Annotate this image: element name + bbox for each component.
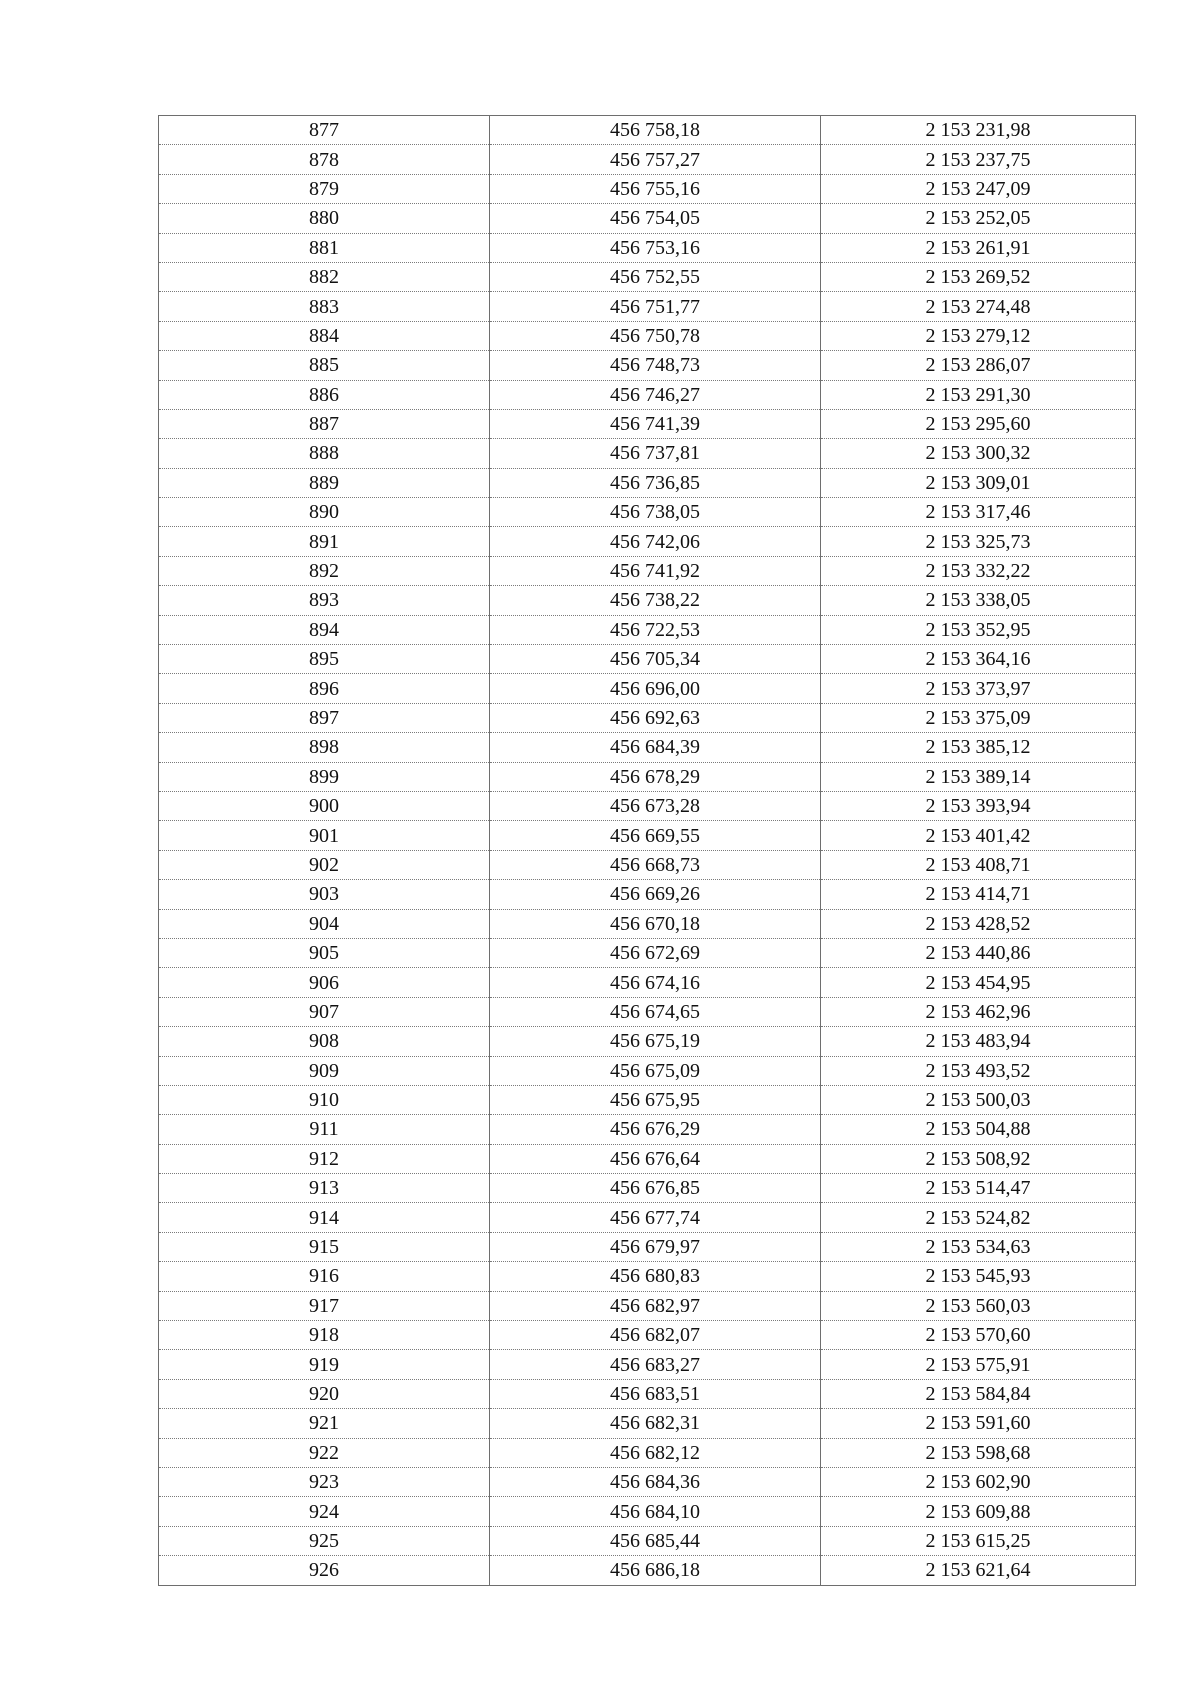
x-coordinate-cell: 456 682,97 xyxy=(490,1291,821,1320)
x-coordinate-cell: 456 758,18 xyxy=(490,116,821,145)
y-coordinate-cell: 2 153 393,94 xyxy=(821,791,1136,820)
x-coordinate-cell: 456 676,29 xyxy=(490,1115,821,1144)
point-number-cell: 902 xyxy=(159,850,490,879)
point-number-cell: 880 xyxy=(159,204,490,233)
point-number-cell: 918 xyxy=(159,1321,490,1350)
table-row xyxy=(159,439,1136,468)
x-coordinate-cell: 456 684,10 xyxy=(490,1497,821,1526)
point-number-cell: 898 xyxy=(159,733,490,762)
table-row xyxy=(159,145,1136,174)
table-row xyxy=(159,262,1136,291)
point-number-cell: 910 xyxy=(159,1085,490,1114)
x-coordinate-cell: 456 673,28 xyxy=(490,791,821,820)
x-coordinate-cell: 456 682,07 xyxy=(490,1321,821,1350)
x-coordinate-cell: 456 684,39 xyxy=(490,733,821,762)
x-coordinate-cell: 456 674,16 xyxy=(490,968,821,997)
y-coordinate-cell: 2 153 352,95 xyxy=(821,615,1136,644)
y-coordinate-cell: 2 153 408,71 xyxy=(821,850,1136,879)
point-number-cell: 879 xyxy=(159,174,490,203)
x-coordinate-cell: 456 680,83 xyxy=(490,1262,821,1291)
table-row xyxy=(159,204,1136,233)
table-row xyxy=(159,1291,1136,1320)
point-number-cell: 909 xyxy=(159,1056,490,1085)
table-row xyxy=(159,1174,1136,1203)
x-coordinate-cell: 456 737,81 xyxy=(490,439,821,468)
y-coordinate-cell: 2 153 609,88 xyxy=(821,1497,1136,1526)
table-row xyxy=(159,997,1136,1026)
x-coordinate-cell: 456 686,18 xyxy=(490,1556,821,1585)
x-coordinate-cell: 456 692,63 xyxy=(490,703,821,732)
table-row xyxy=(159,880,1136,909)
x-coordinate-cell: 456 738,05 xyxy=(490,498,821,527)
table-row xyxy=(159,116,1136,145)
table-row xyxy=(159,586,1136,615)
point-number-cell: 897 xyxy=(159,703,490,732)
y-coordinate-cell: 2 153 524,82 xyxy=(821,1203,1136,1232)
point-number-cell: 905 xyxy=(159,938,490,967)
y-coordinate-cell: 2 153 291,30 xyxy=(821,380,1136,409)
point-number-cell: 886 xyxy=(159,380,490,409)
x-coordinate-cell: 456 705,34 xyxy=(490,645,821,674)
y-coordinate-cell: 2 153 591,60 xyxy=(821,1409,1136,1438)
x-coordinate-cell: 456 683,27 xyxy=(490,1350,821,1379)
point-number-cell: 881 xyxy=(159,233,490,262)
point-number-cell: 914 xyxy=(159,1203,490,1232)
y-coordinate-cell: 2 153 389,14 xyxy=(821,762,1136,791)
y-coordinate-cell: 2 153 375,09 xyxy=(821,703,1136,732)
point-number-cell: 888 xyxy=(159,439,490,468)
y-coordinate-cell: 2 153 401,42 xyxy=(821,821,1136,850)
table-row xyxy=(159,791,1136,820)
x-coordinate-cell: 456 676,85 xyxy=(490,1174,821,1203)
y-coordinate-cell: 2 153 364,16 xyxy=(821,645,1136,674)
y-coordinate-cell: 2 153 414,71 xyxy=(821,880,1136,909)
table-row xyxy=(159,762,1136,791)
point-number-cell: 924 xyxy=(159,1497,490,1526)
table-row xyxy=(159,1556,1136,1585)
table-row xyxy=(159,1438,1136,1467)
y-coordinate-cell: 2 153 575,91 xyxy=(821,1350,1136,1379)
point-number-cell: 904 xyxy=(159,909,490,938)
y-coordinate-cell: 2 153 317,46 xyxy=(821,498,1136,527)
y-coordinate-cell: 2 153 269,52 xyxy=(821,262,1136,291)
x-coordinate-cell: 456 741,39 xyxy=(490,409,821,438)
y-coordinate-cell: 2 153 373,97 xyxy=(821,674,1136,703)
x-coordinate-cell: 456 675,95 xyxy=(490,1085,821,1114)
y-coordinate-cell: 2 153 483,94 xyxy=(821,1027,1136,1056)
table-row xyxy=(159,1350,1136,1379)
x-coordinate-cell: 456 675,19 xyxy=(490,1027,821,1056)
point-number-cell: 892 xyxy=(159,556,490,585)
x-coordinate-cell: 456 722,53 xyxy=(490,615,821,644)
x-coordinate-cell: 456 682,12 xyxy=(490,1438,821,1467)
table-row xyxy=(159,409,1136,438)
y-coordinate-cell: 2 153 279,12 xyxy=(821,321,1136,350)
point-number-cell: 890 xyxy=(159,498,490,527)
point-number-cell: 896 xyxy=(159,674,490,703)
point-number-cell: 916 xyxy=(159,1262,490,1291)
y-coordinate-cell: 2 153 231,98 xyxy=(821,116,1136,145)
coordinates-table-body xyxy=(159,116,1136,1586)
x-coordinate-cell: 456 755,16 xyxy=(490,174,821,203)
coordinates-table xyxy=(158,115,1136,1586)
point-number-cell: 922 xyxy=(159,1438,490,1467)
y-coordinate-cell: 2 153 534,63 xyxy=(821,1232,1136,1261)
y-coordinate-cell: 2 153 602,90 xyxy=(821,1467,1136,1496)
table-row xyxy=(159,1115,1136,1144)
table-row xyxy=(159,645,1136,674)
point-number-cell: 885 xyxy=(159,351,490,380)
table-row xyxy=(159,380,1136,409)
table-row xyxy=(159,1526,1136,1555)
table-row xyxy=(159,527,1136,556)
x-coordinate-cell: 456 674,65 xyxy=(490,997,821,1026)
x-coordinate-cell: 456 753,16 xyxy=(490,233,821,262)
point-number-cell: 911 xyxy=(159,1115,490,1144)
point-number-cell: 903 xyxy=(159,880,490,909)
point-number-cell: 921 xyxy=(159,1409,490,1438)
x-coordinate-cell: 456 672,69 xyxy=(490,938,821,967)
y-coordinate-cell: 2 153 508,92 xyxy=(821,1144,1136,1173)
table-row xyxy=(159,556,1136,585)
x-coordinate-cell: 456 738,22 xyxy=(490,586,821,615)
point-number-cell: 917 xyxy=(159,1291,490,1320)
point-number-cell: 900 xyxy=(159,791,490,820)
point-number-cell: 913 xyxy=(159,1174,490,1203)
table-row xyxy=(159,1262,1136,1291)
point-number-cell: 915 xyxy=(159,1232,490,1261)
table-row xyxy=(159,938,1136,967)
x-coordinate-cell: 456 742,06 xyxy=(490,527,821,556)
point-number-cell: 923 xyxy=(159,1467,490,1496)
y-coordinate-cell: 2 153 615,25 xyxy=(821,1526,1136,1555)
x-coordinate-cell: 456 757,27 xyxy=(490,145,821,174)
table-row xyxy=(159,468,1136,497)
point-number-cell: 887 xyxy=(159,409,490,438)
y-coordinate-cell: 2 153 338,05 xyxy=(821,586,1136,615)
x-coordinate-cell: 456 677,74 xyxy=(490,1203,821,1232)
table-row xyxy=(159,1497,1136,1526)
table-row xyxy=(159,233,1136,262)
y-coordinate-cell: 2 153 261,91 xyxy=(821,233,1136,262)
table-row xyxy=(159,1056,1136,1085)
point-number-cell: 925 xyxy=(159,1526,490,1555)
x-coordinate-cell: 456 684,36 xyxy=(490,1467,821,1496)
point-number-cell: 919 xyxy=(159,1350,490,1379)
y-coordinate-cell: 2 153 295,60 xyxy=(821,409,1136,438)
x-coordinate-cell: 456 685,44 xyxy=(490,1526,821,1555)
point-number-cell: 877 xyxy=(159,116,490,145)
point-number-cell: 908 xyxy=(159,1027,490,1056)
table-row xyxy=(159,292,1136,321)
table-row xyxy=(159,1144,1136,1173)
y-coordinate-cell: 2 153 247,09 xyxy=(821,174,1136,203)
table-row xyxy=(159,1232,1136,1261)
x-coordinate-cell: 456 748,73 xyxy=(490,351,821,380)
point-number-cell: 926 xyxy=(159,1556,490,1585)
table-row xyxy=(159,674,1136,703)
y-coordinate-cell: 2 153 428,52 xyxy=(821,909,1136,938)
table-row xyxy=(159,174,1136,203)
table-row xyxy=(159,1379,1136,1408)
point-number-cell: 899 xyxy=(159,762,490,791)
y-coordinate-cell: 2 153 300,32 xyxy=(821,439,1136,468)
y-coordinate-cell: 2 153 462,96 xyxy=(821,997,1136,1026)
y-coordinate-cell: 2 153 237,75 xyxy=(821,145,1136,174)
x-coordinate-cell: 456 669,55 xyxy=(490,821,821,850)
table-row xyxy=(159,498,1136,527)
point-number-cell: 912 xyxy=(159,1144,490,1173)
y-coordinate-cell: 2 153 286,07 xyxy=(821,351,1136,380)
x-coordinate-cell: 456 752,55 xyxy=(490,262,821,291)
point-number-cell: 883 xyxy=(159,292,490,321)
table-row xyxy=(159,703,1136,732)
point-number-cell: 889 xyxy=(159,468,490,497)
x-coordinate-cell: 456 670,18 xyxy=(490,909,821,938)
point-number-cell: 920 xyxy=(159,1379,490,1408)
table-row xyxy=(159,850,1136,879)
y-coordinate-cell: 2 153 570,60 xyxy=(821,1321,1136,1350)
table-row xyxy=(159,733,1136,762)
table-row xyxy=(159,615,1136,644)
table-row xyxy=(159,1409,1136,1438)
y-coordinate-cell: 2 153 500,03 xyxy=(821,1085,1136,1114)
point-number-cell: 878 xyxy=(159,145,490,174)
x-coordinate-cell: 456 669,26 xyxy=(490,880,821,909)
point-number-cell: 893 xyxy=(159,586,490,615)
point-number-cell: 901 xyxy=(159,821,490,850)
table-row xyxy=(159,968,1136,997)
x-coordinate-cell: 456 746,27 xyxy=(490,380,821,409)
x-coordinate-cell: 456 676,64 xyxy=(490,1144,821,1173)
y-coordinate-cell: 2 153 309,01 xyxy=(821,468,1136,497)
x-coordinate-cell: 456 679,97 xyxy=(490,1232,821,1261)
y-coordinate-cell: 2 153 584,84 xyxy=(821,1379,1136,1408)
x-coordinate-cell: 456 675,09 xyxy=(490,1056,821,1085)
y-coordinate-cell: 2 153 514,47 xyxy=(821,1174,1136,1203)
point-number-cell: 906 xyxy=(159,968,490,997)
y-coordinate-cell: 2 153 440,86 xyxy=(821,938,1136,967)
point-number-cell: 891 xyxy=(159,527,490,556)
table-row xyxy=(159,1321,1136,1350)
x-coordinate-cell: 456 741,92 xyxy=(490,556,821,585)
x-coordinate-cell: 456 754,05 xyxy=(490,204,821,233)
x-coordinate-cell: 456 678,29 xyxy=(490,762,821,791)
y-coordinate-cell: 2 153 621,64 xyxy=(821,1556,1136,1585)
x-coordinate-cell: 456 750,78 xyxy=(490,321,821,350)
x-coordinate-cell: 456 696,00 xyxy=(490,674,821,703)
table-row xyxy=(159,821,1136,850)
y-coordinate-cell: 2 153 332,22 xyxy=(821,556,1136,585)
table-row xyxy=(159,321,1136,350)
y-coordinate-cell: 2 153 545,93 xyxy=(821,1262,1136,1291)
y-coordinate-cell: 2 153 252,05 xyxy=(821,204,1136,233)
x-coordinate-cell: 456 682,31 xyxy=(490,1409,821,1438)
point-number-cell: 895 xyxy=(159,645,490,674)
y-coordinate-cell: 2 153 274,48 xyxy=(821,292,1136,321)
point-number-cell: 894 xyxy=(159,615,490,644)
y-coordinate-cell: 2 153 454,95 xyxy=(821,968,1136,997)
x-coordinate-cell: 456 683,51 xyxy=(490,1379,821,1408)
y-coordinate-cell: 2 153 560,03 xyxy=(821,1291,1136,1320)
x-coordinate-cell: 456 668,73 xyxy=(490,850,821,879)
point-number-cell: 884 xyxy=(159,321,490,350)
y-coordinate-cell: 2 153 493,52 xyxy=(821,1056,1136,1085)
x-coordinate-cell: 456 736,85 xyxy=(490,468,821,497)
table-row xyxy=(159,1027,1136,1056)
x-coordinate-cell: 456 751,77 xyxy=(490,292,821,321)
table-row xyxy=(159,1085,1136,1114)
y-coordinate-cell: 2 153 598,68 xyxy=(821,1438,1136,1467)
table-row xyxy=(159,1203,1136,1232)
point-number-cell: 907 xyxy=(159,997,490,1026)
table-row xyxy=(159,909,1136,938)
y-coordinate-cell: 2 153 325,73 xyxy=(821,527,1136,556)
table-row xyxy=(159,351,1136,380)
point-number-cell: 882 xyxy=(159,262,490,291)
y-coordinate-cell: 2 153 504,88 xyxy=(821,1115,1136,1144)
table-row xyxy=(159,1467,1136,1496)
y-coordinate-cell: 2 153 385,12 xyxy=(821,733,1136,762)
